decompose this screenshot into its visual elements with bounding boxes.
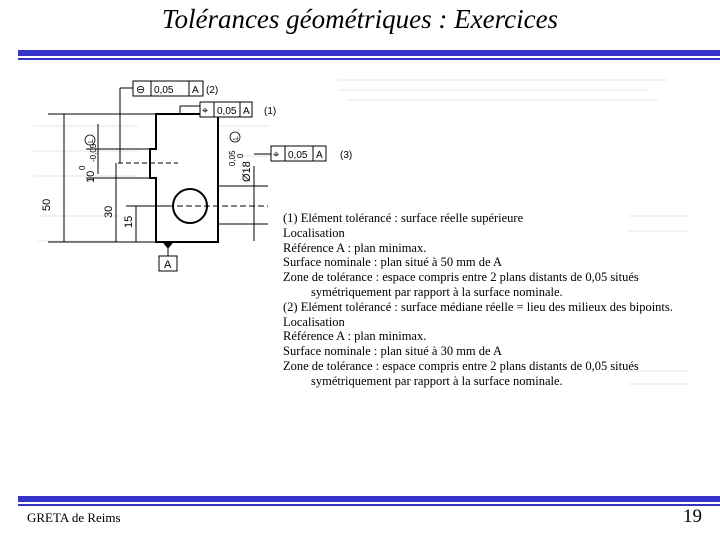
dim-15: 15 xyxy=(123,215,135,228)
note-line: (2) Elément tolérancé : surface médiane réelle = lieu des milieux des bipoints. xyxy=(283,299,673,314)
note-line: Référence A : plan minimax. xyxy=(283,240,427,255)
modifier-slot: L xyxy=(88,139,95,143)
slide-title: Tolérances géométriques : Exercices xyxy=(161,4,559,34)
header-rule-thin xyxy=(18,58,720,60)
dim-50: 50 xyxy=(41,198,53,211)
note-line: symétriquement par rapport à la surface nominale. xyxy=(311,373,563,388)
explanation-notes xyxy=(283,211,693,389)
symbolic-icon: ⊖ xyxy=(136,84,146,96)
header-rule xyxy=(18,50,720,56)
frame-datum: A xyxy=(243,106,250,117)
dim-bore: Ø18 xyxy=(241,161,253,182)
footer-rule xyxy=(18,496,720,502)
frame-callout: (3) xyxy=(340,150,353,161)
dim-10-upper: 0 xyxy=(78,165,87,170)
dim-10-lower: -0,05 xyxy=(89,143,98,162)
note-line: symétriquement par rapport à la surface nominale. xyxy=(311,284,563,299)
note-line: (1) Elément tolérancé : surface réelle supérieure xyxy=(283,211,524,225)
frame-tolerance: 0,05 xyxy=(217,106,237,117)
position-icon: ⌖ xyxy=(202,105,209,117)
frame-tolerance: 0,05 xyxy=(288,150,308,161)
frame-datum: A xyxy=(192,85,199,96)
dim-10: 10 xyxy=(85,170,97,183)
note-line: Localisation xyxy=(283,225,345,240)
control-frame-3 xyxy=(271,146,352,161)
position-icon: ⌖ xyxy=(273,149,280,161)
dim-30: 30 xyxy=(103,205,115,218)
footer-organization: GRETA de Reims xyxy=(27,510,121,525)
frame-callout: (2) xyxy=(206,85,219,96)
dim-bore-lower: 0 xyxy=(236,153,245,158)
dim-bore-upper: 0,05 xyxy=(228,150,237,166)
control-frame-2 xyxy=(133,81,218,96)
frame-tolerance: 0,05 xyxy=(154,85,174,96)
frame-callout: (1) xyxy=(264,106,277,117)
datum-label: A xyxy=(164,259,172,271)
note-line: Zone de tolérance : espace compris entre 2 plans distants de 0,05 situés xyxy=(283,358,639,373)
footer-rule-thin xyxy=(18,504,720,506)
modifier-bore: L xyxy=(233,136,240,140)
page-number: 19 xyxy=(683,506,702,527)
note-line: Surface nominale : plan situé à 30 mm de A xyxy=(283,344,503,359)
frame-datum: A xyxy=(316,150,323,161)
note-line: Référence A : plan minimax. xyxy=(283,329,427,344)
note-line: Surface nominale : plan situé à 50 mm de A xyxy=(283,255,503,270)
note-line: Localisation xyxy=(283,314,345,329)
note-line: Zone de tolérance : espace compris entre 2 plans distants de 0,05 situés xyxy=(283,270,639,285)
control-frame-1 xyxy=(200,102,276,117)
